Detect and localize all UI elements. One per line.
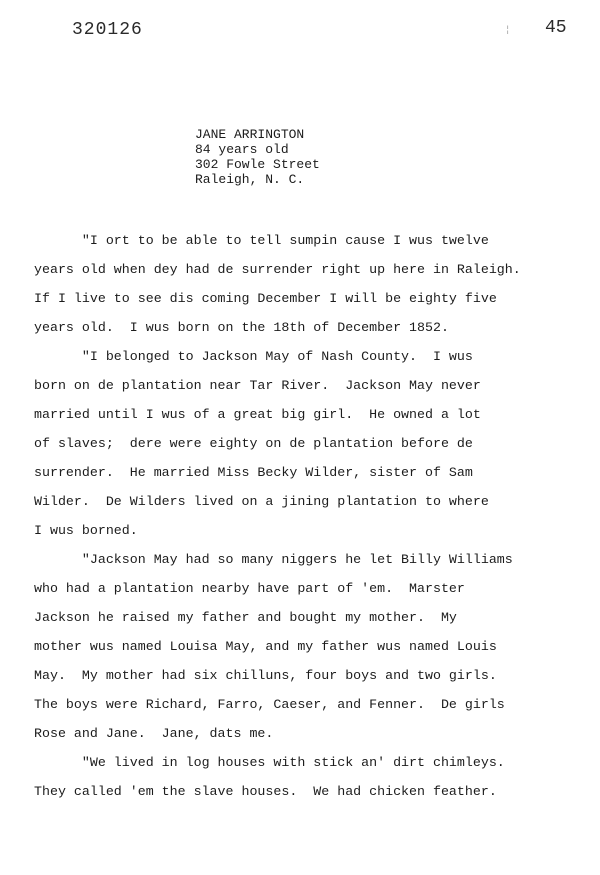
text-line: mother wus named Louisa May, and my father wus named Louis (34, 639, 497, 654)
document-number: 320126 (72, 20, 143, 40)
text-line: The boys were Richard, Farro, Caeser, and Fenner. De girls (34, 697, 505, 712)
text-line: "Jackson May had so many niggers he let Billy Williams (34, 552, 513, 567)
narrative-body (34, 226, 574, 806)
text-line: I wus borned. (34, 523, 138, 538)
text-line: surrender. He married Miss Becky Wilder, sister of Sam (34, 465, 473, 480)
text-line: They called 'em the slave houses. We had chicken feather. (34, 784, 497, 799)
text-line: of slaves; dere were eighty on de plantation before de (34, 436, 473, 451)
page-number: 45 (545, 18, 567, 38)
interviewee-heading (195, 127, 320, 187)
interviewee-age: 84 years old (195, 142, 289, 157)
text-line: "We lived in log houses with stick an' dirt chimleys. (34, 755, 505, 770)
text-line: Wilder. De Wilders lived on a jining plantation to where (34, 494, 489, 509)
text-line: Rose and Jane. Jane, dats me. (34, 726, 274, 741)
text-line: Jackson he raised my father and bought my mother. My (34, 610, 457, 625)
interviewee-name: JANE ARRINGTON (195, 127, 305, 142)
text-line: years old. I wus born on the 18th of December 1852. (34, 320, 449, 335)
interviewee-street: 302 Fowle Street (195, 157, 320, 172)
stray-mark: ¦ (505, 25, 511, 35)
text-line: years old when dey had de surrender right up here in Raleigh. (34, 262, 521, 277)
text-line: who had a plantation nearby have part of 'em. Marster (34, 581, 465, 596)
text-line: If I live to see dis coming December I will be eighty five (34, 291, 497, 306)
interviewee-city: Raleigh, N. C. (195, 172, 305, 187)
text-line: married until I wus of a great big girl. He owned a lot (34, 407, 481, 422)
text-line: May. My mother had six chilluns, four boys and two girls. (34, 668, 497, 683)
text-line: born on de plantation near Tar River. Jackson May never (34, 378, 481, 393)
text-line: "I belonged to Jackson May of Nash County. I wus (34, 349, 473, 364)
text-line: "I ort to be able to tell sumpin cause I wus twelve (34, 233, 489, 248)
